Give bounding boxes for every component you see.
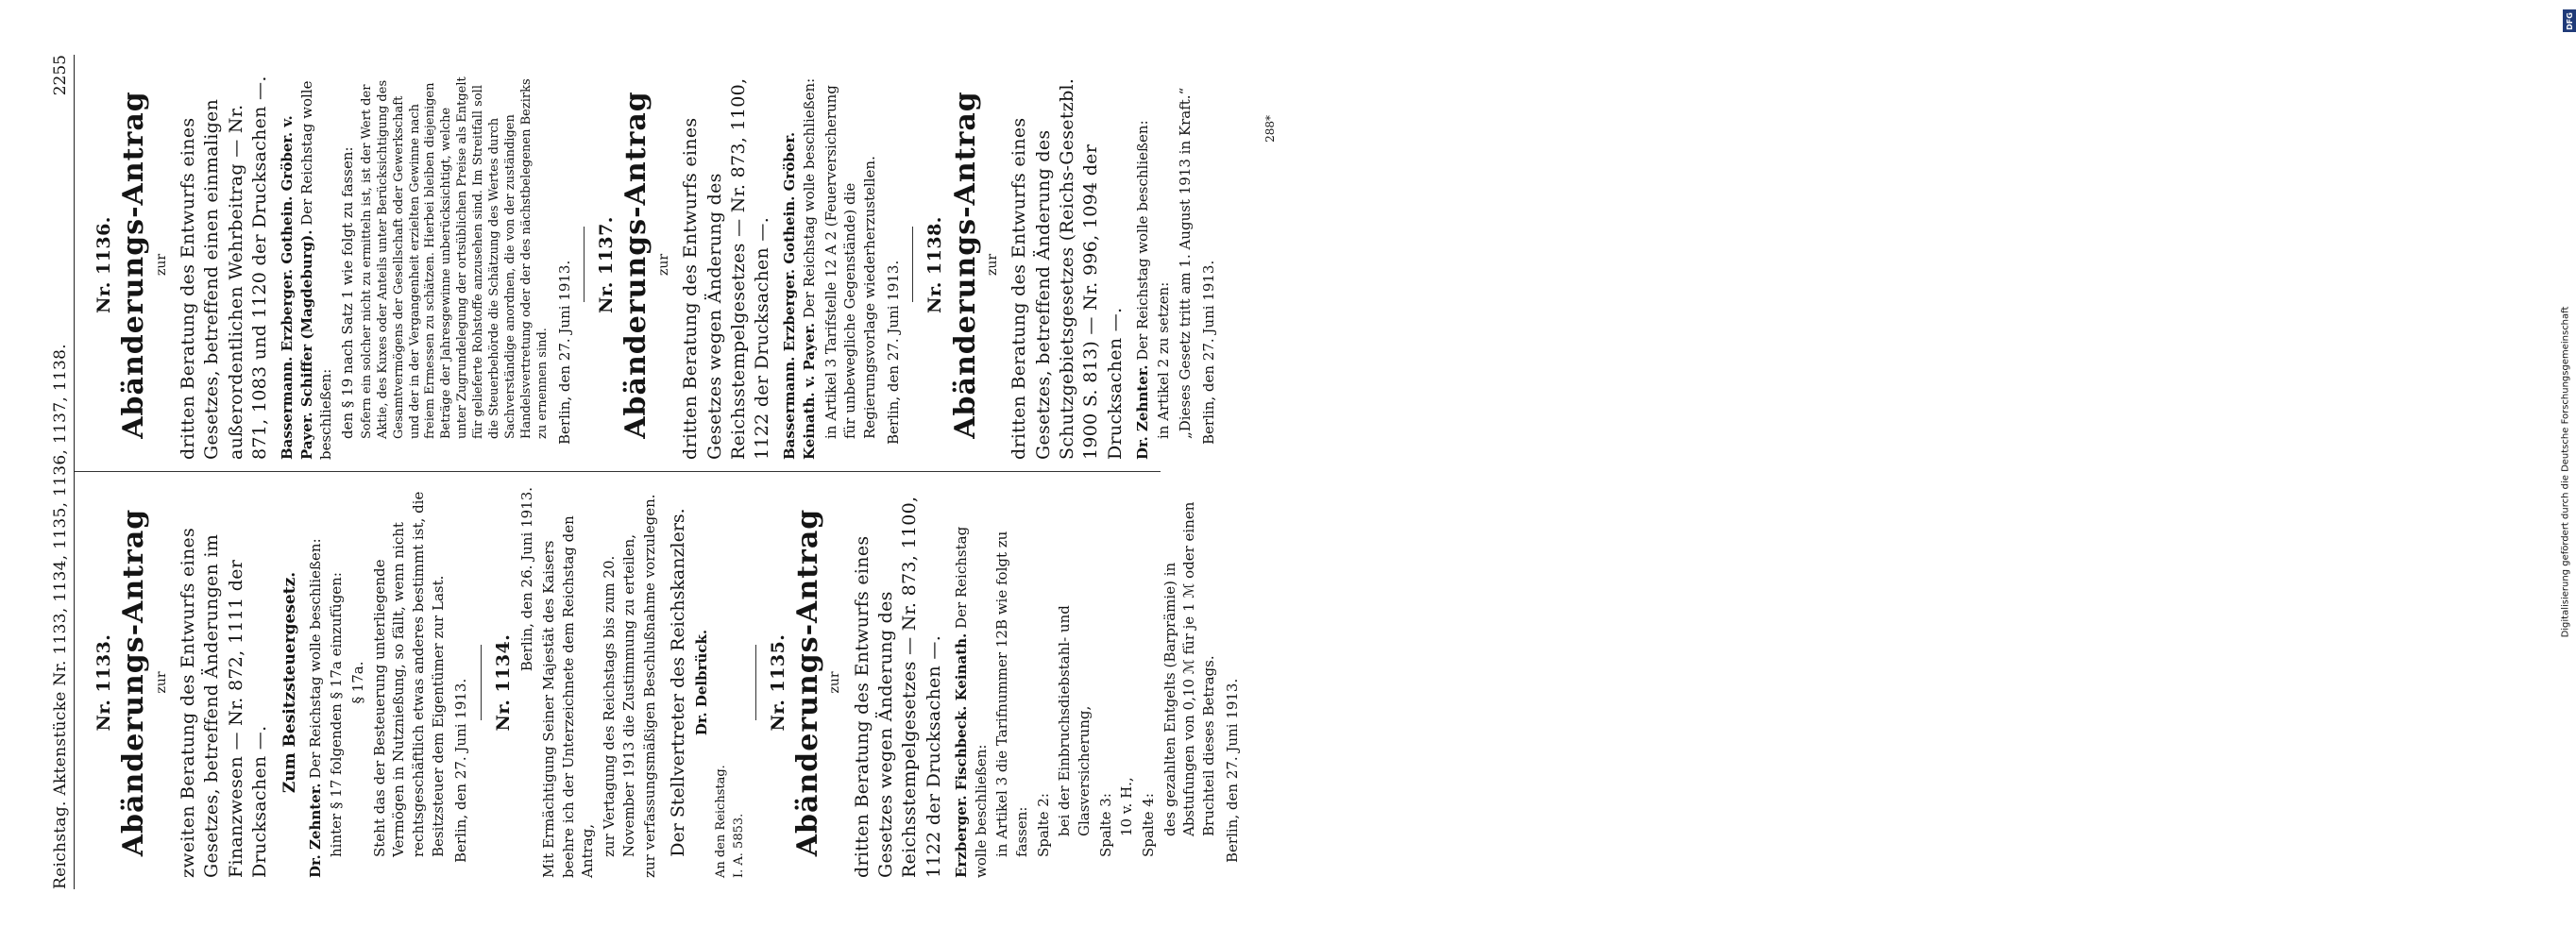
doc-date: Berlin, den 27. Juni 1913. <box>452 678 470 863</box>
doc-number: Nr. 1133. <box>93 633 114 732</box>
doc-zur: zur <box>655 253 671 277</box>
signature-mark: 288* <box>1263 115 1277 143</box>
doc-number: Nr. 1138. <box>924 216 946 313</box>
section-divider <box>481 645 482 720</box>
doc-date: Berlin, den 27. Juni 1913. <box>1199 260 1217 445</box>
doc-intro: dritten Beratung des Entwurfs eines Gesetzes wegen Änderung des Reichsstempelgesetzes — Nr. 873, 1100, 1122 der Drucksachen —. <box>680 77 773 460</box>
column-label: Spalte 3: <box>1096 793 1114 857</box>
doc-date: Berlin, den 27. Juni 1913. <box>1223 678 1241 863</box>
doc-zur: zur <box>985 253 1001 277</box>
digitization-sidebar: DFG Digitalisierung gefördert durch die Deutsche Forschungsgemeinschaft <box>1277 0 1306 944</box>
mover-text: Der Reichstag wolle beschließen: <box>801 77 818 319</box>
doc-number: Nr. 1135. <box>767 633 788 732</box>
column-value: bei der Einbruchsdiebstahl- und Glasversicherung, <box>1056 605 1093 836</box>
doc-intro: dritten Beratung des Entwurfs eines Gesetzes wegen Änderung des Reichsstempelgesetzes — Nr. 873, 1100, 1122 der Drucksachen —. <box>851 496 944 878</box>
doc-title: Abänderungs-Antrag <box>117 508 151 857</box>
motion-line: hinter § 17 folgenden § 17a einzufügen: <box>328 572 346 857</box>
doc-number: Nr. 1134. <box>493 633 515 732</box>
doc-title: Abänderungs-Antrag <box>790 508 824 857</box>
doc-dateline: Berlin, den 26. Juni 1913. <box>518 487 536 672</box>
signature-name: Dr. Delbrück. <box>693 629 711 736</box>
document-1136 <box>92 70 574 460</box>
doc-zur: zur <box>153 671 169 694</box>
address: An den Reichstag. <box>713 765 728 878</box>
document-page <box>38 47 1275 897</box>
motion-body: Steht das der Besteuerung unterliegende Vermögen in Nutznießung, so fällt, wenn nicht rechtsgeschäftlich etwas anderes bestimmt ist, die Besitzsteuer dem Eigentümer zur Last. <box>370 491 447 857</box>
doc-intro: zweiten Beratung des Entwurfs eines Gesetzes, betreffend Änderungen im Finanzwesen — Nr. 872, 1111 der Drucksachen —. <box>178 527 270 878</box>
section-divider <box>755 645 756 720</box>
document-1134 <box>491 487 748 878</box>
motion-line: den § 19 nach Satz 1 wie folgt zu fassen: <box>339 146 357 439</box>
dfg-logo: DFG <box>2563 9 2576 32</box>
motion-line: in Artikel 2 zu setzen: <box>1155 281 1173 439</box>
motion-line: in Artikel 3 die Tarifnummer 12B wie folgt zu fassen: <box>993 531 1030 857</box>
mover-name: Dr. Zehnter. <box>306 783 324 878</box>
doc-zur: zur <box>827 671 843 694</box>
mover-text: Der Reichstag wolle beschließen: <box>1133 120 1151 361</box>
doc-number: Nr. 1137. <box>596 216 618 313</box>
mover-name: Dr. Zehnter. <box>1133 364 1151 460</box>
page-header <box>38 55 75 889</box>
running-head: Reichstag. Aktenstücke Nr. 1133, 1134, 1135, 1136, 1137, 1138. <box>51 344 70 889</box>
mover-text: Der Reichstag wolle beschließen: <box>952 526 990 878</box>
doc-subhead: Zum Besitzsteuergesetz. <box>280 571 300 794</box>
section-divider <box>912 228 913 303</box>
column-label: Spalte 4: <box>1140 793 1158 857</box>
column-label: Spalte 2: <box>1034 793 1052 857</box>
column-value: 10 v. H., <box>1118 777 1136 836</box>
doc-body: zur verfassungsmäßigen Beschlußnahme vorzulegen. <box>641 494 659 878</box>
doc-body: zur Vertagung des Reichstags bis zum 20. November 1913 die Zustimmung zu erteilen, <box>601 533 637 857</box>
signature-title: Der Stellvertreter des Reichskanzlers. <box>668 508 689 857</box>
motion-body: Sofern ein solcher nicht zu ermitteln ist, ist der Wert der Aktie, des Kuxes oder Anteils unter Berücksichtigung des Gesamtvermögens der Gesellschaft oder Gewerkschaft und der in der Vergangenheit erzielten Gewinne nach freiem Ermessen zu schätzen. Hierbei bleiben diejenigen Beträge der Jahresgewinne unberücksichtigt, welche unter Zugrundelegung der ortsüblichen Preise als Entgelt für gelieferte Rohstoffe anzusehen sind. Im Streitfall soll die Steuerbehörde die Schätzung des Wertes durch Sachverständige anordnen, die von der zuständigen Handelsvertretung oder der des nächstbelegenen Bezirks zu ernennen sind. <box>359 76 550 439</box>
paragraph-label: § 17a. <box>348 661 366 704</box>
doc-title: Abänderungs-Antrag <box>948 91 982 439</box>
column-value: des gezahlten Entgelts (Barprämie) in Abstufungen von 0,10 ℳ für je 1 ℳ oder einen Bruchteil dieses Betrags. <box>1161 501 1218 836</box>
doc-date: Berlin, den 27. Juni 1913. <box>884 260 902 445</box>
section-divider <box>584 228 585 303</box>
motion-line: in Artikel 3 Tarifstelle 12 A 2 (Feuerversicherung für unbewegliche Gegenstände) die Regierungsvorlage wiederherzustellen. <box>822 85 879 439</box>
doc-number: Nr. 1136. <box>93 216 114 313</box>
document-1138 <box>923 70 1218 460</box>
document-1133 <box>92 487 471 878</box>
doc-title: Abänderungs-Antrag <box>117 91 151 439</box>
doc-intro: dritten Beratung des Entwurfs eines Gesetzes, betreffend Änderung des Schutzgebietsgesetzes (Reichs-Gesetzbl. 1900 S. 813) — Nr. 996, 1094 der Drucksachen —. <box>1008 77 1126 460</box>
document-1137 <box>594 70 903 460</box>
document-1135 <box>766 487 1243 878</box>
page-number: 2255 <box>51 55 70 96</box>
mover-text: Der Reichstag wolle beschließen: <box>297 80 335 460</box>
doc-intro: dritten Beratung des Entwurfs eines Gesetzes, betreffend einen einmaligen außerordentlichen Wehrbeitrag — Nr. 871, 1083 und 1120 der Drucksachen —. <box>178 76 270 460</box>
mover-names: Erzberger. Fischbeck. Keinath. <box>952 632 970 878</box>
doc-date: Berlin, den 27. Juni 1913. <box>555 260 573 445</box>
doc-body: Mit Ermächtigung Seiner Majestät des Kaisers beehre ich der Unterzeichnete dem Reichstag den Antrag, <box>539 515 597 878</box>
file-reference: I. A. 5853. <box>731 813 746 878</box>
mover-names: Bassermann. Erzberger. Gothein. Gröber. Keinath. v. Payer. <box>781 131 818 460</box>
quoted-text: „Dieses Gesetz tritt am 1. August 1913 in Kraft.“ <box>1177 87 1195 439</box>
right-column <box>75 55 1217 472</box>
doc-zur: zur <box>153 253 169 277</box>
mover-names: Bassermann. Erzberger. Gothein. Gröber. v. Payer. Schiffer (Magdeburg). <box>279 115 315 460</box>
doc-title: Abänderungs-Antrag <box>619 91 653 439</box>
left-column <box>75 472 1241 889</box>
mover-text: Der Reichstag wolle beschließen: <box>306 538 324 779</box>
